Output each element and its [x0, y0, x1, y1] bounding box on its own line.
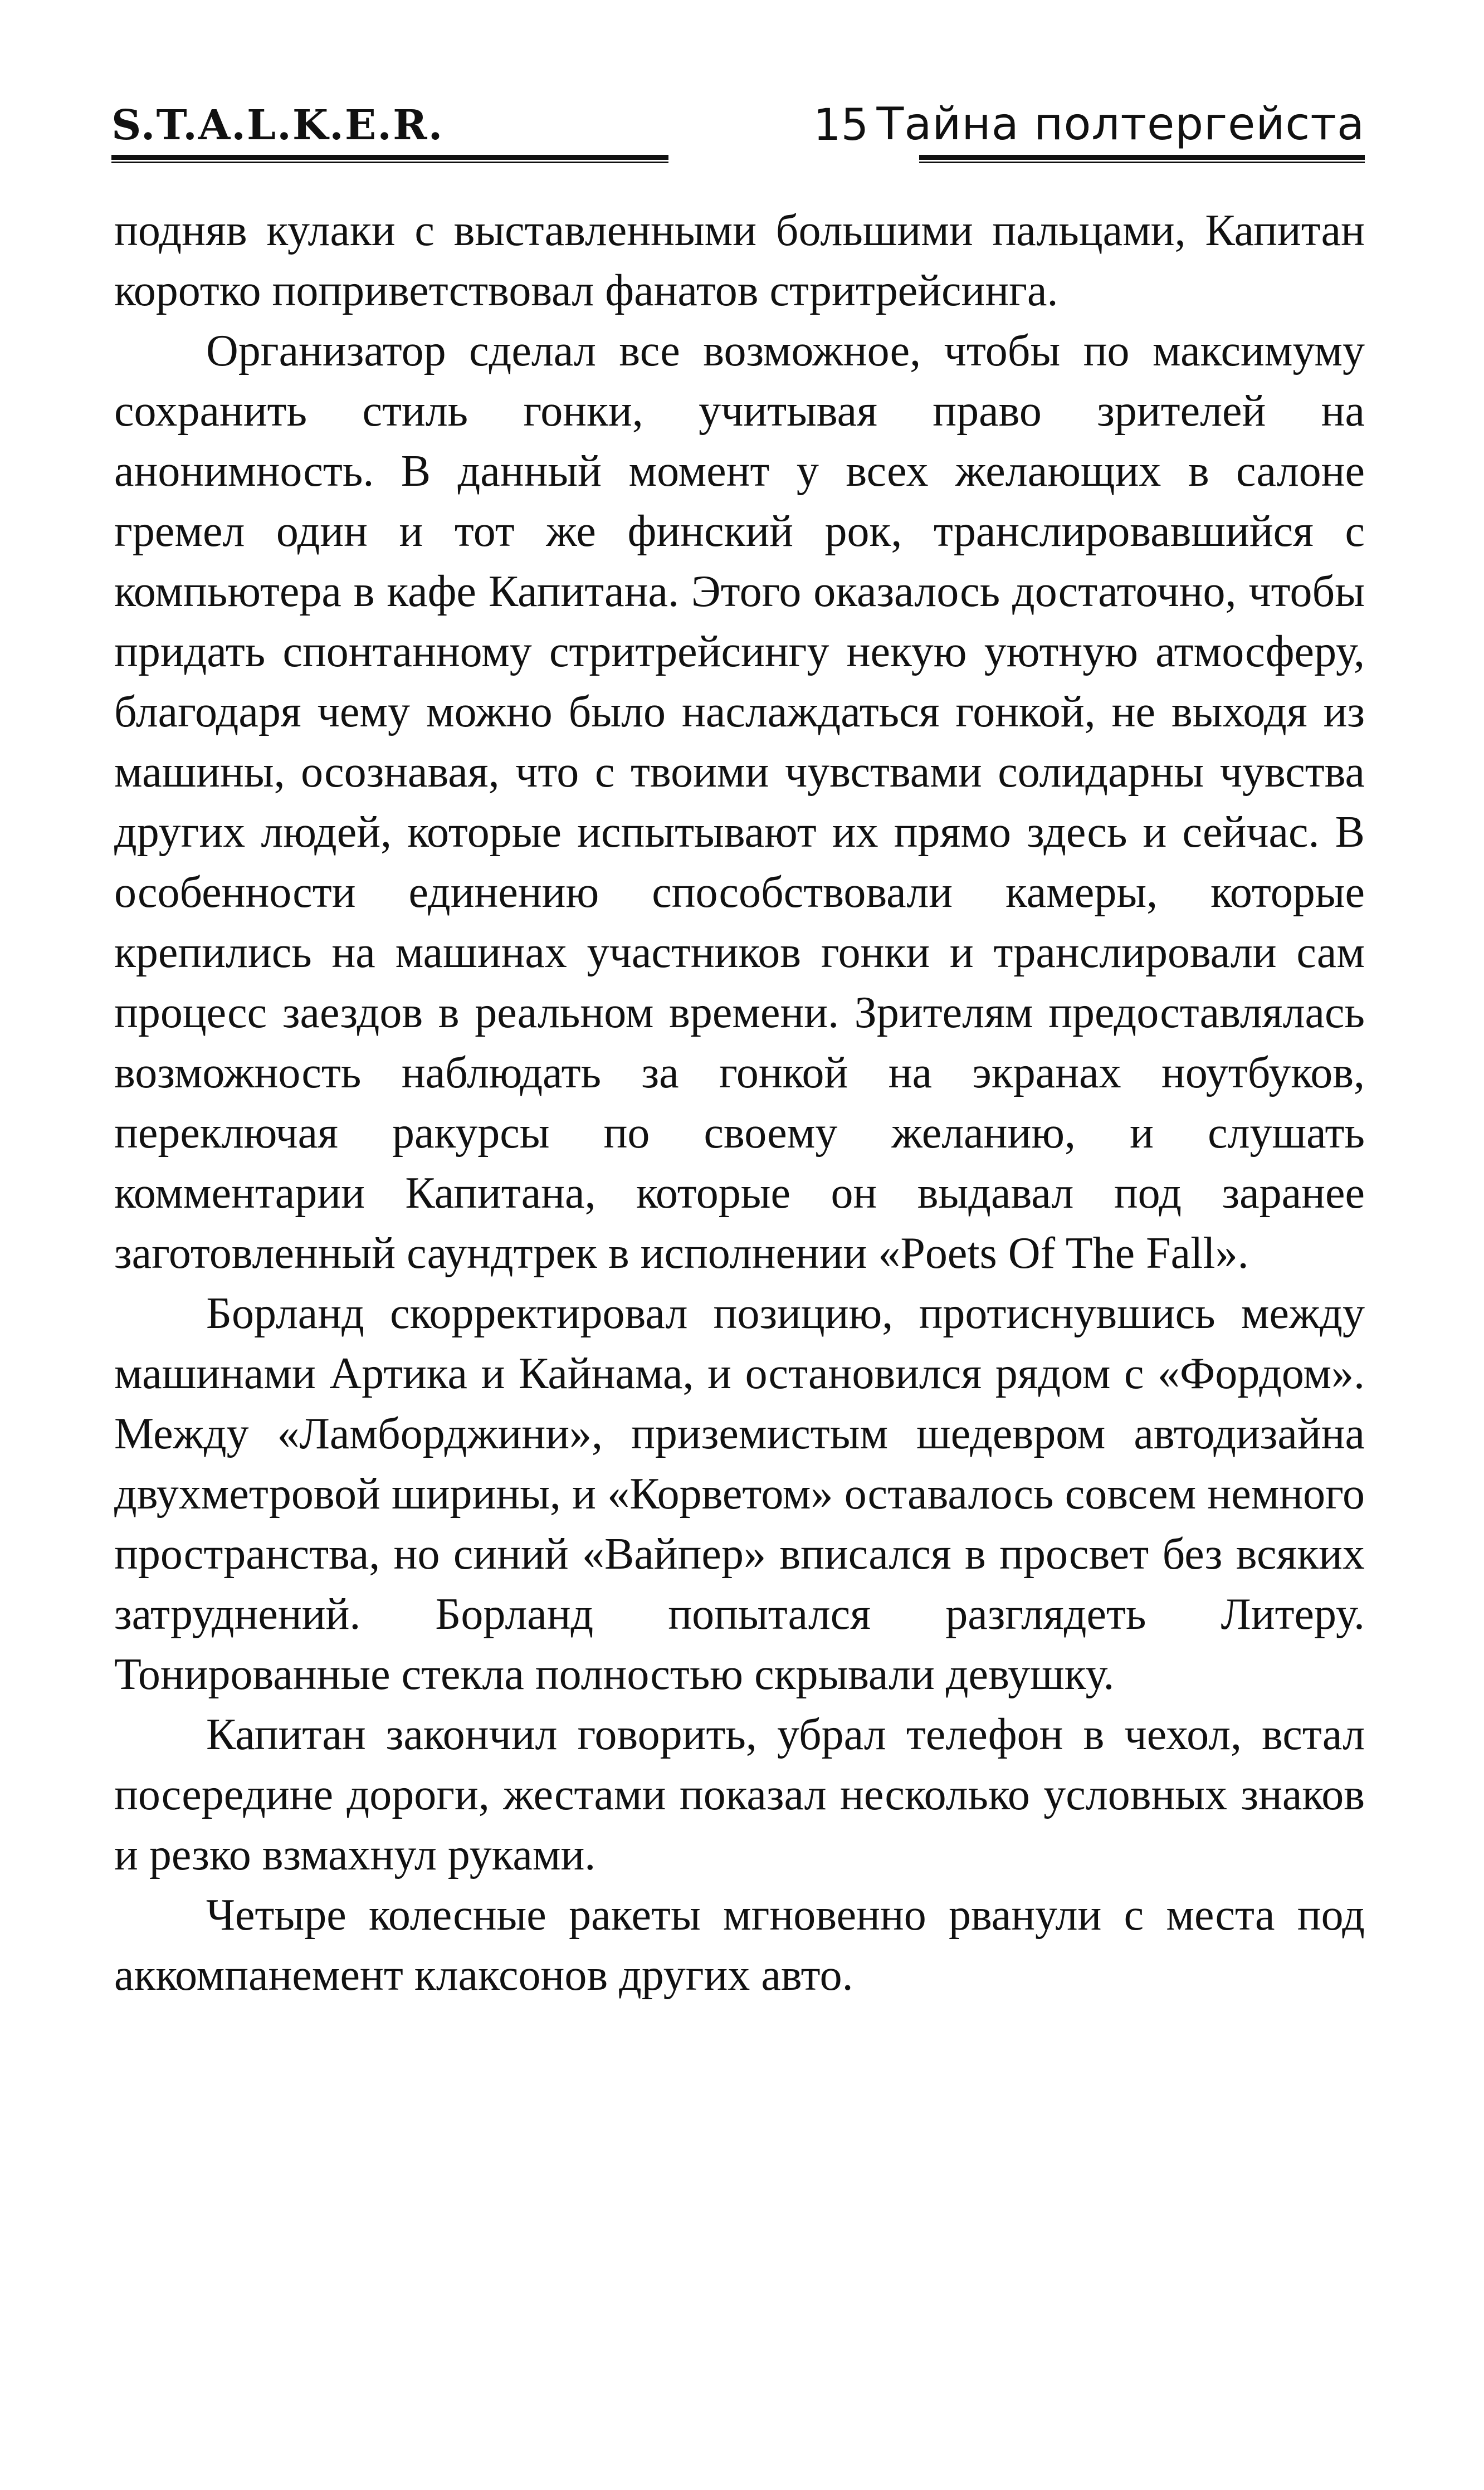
paragraph-4: Капитан закончил говорить, убрал телефон в чехол, встал посередине дороги, жестами показал несколько условных знаков и резко взмахнул руками.	[114, 1710, 1365, 1879]
body-text	[114, 201, 1365, 2005]
header-rule-right-thin	[919, 162, 1365, 163]
page-number: 15	[813, 100, 869, 150]
header-rule-right	[919, 155, 1365, 160]
running-header	[111, 84, 1365, 167]
chapter-title: Тайна полтергейста	[876, 98, 1365, 150]
paragraph-3: Борланд скорректировал позицию, протиснувшись между машинами Артика и Кайнама, и остановился рядом с «Фордом». Между «Ламборджини», приземистым шедевром автодизайна двухметровой ширины, и «Корветом» оставалось совсем немного пространства, но синий «Вайпер» вписался в просвет без всяких затруднений. Борланд попытался разглядеть Литеру. Тонированные стекла полностью скрывали девушку.	[114, 1289, 1365, 1699]
header-rule-left-thin	[111, 162, 668, 163]
paragraph-5: Четыре колесные ракеты мгновенно рванули с места под аккомпанемент клаксонов других авто.	[114, 1891, 1365, 2000]
series-title: S.T.A.L.K.E.R.	[111, 101, 444, 149]
header-rule-left	[111, 155, 668, 160]
paragraph-2: Организатор сделал все возможное, чтобы по максимуму сохранить стиль гонки, учитывая право зрителей на анонимность. В данный момент у всех желающих в салоне гремел один и тот же финский рок, транслировавшийся с компьютера в кафе Капитана. Этого оказалось достаточно, чтобы придать спонтанному стритрейсингу некую уютную атмосферу, благодаря чему можно было наслаждаться гонкой, не выходя из машины, осознавая, что с твоими чувствами солидарны чувства других людей, которые испытывают их прямо здесь и сейчас. В особенности единению способствовали камеры, которые крепились на машинах участников гонки и транслировали сам процесс заездов в реальном времени. Зрителям предоставлялась возможность наблюдать за гонкой на экранах ноутбуков, переключая ракурсы по своему желанию, и слушать комментарии Капитана, которые он выдавал под заранее заготовленный саундтрек в исполнении «Poets Of The Fall».	[114, 326, 1365, 1278]
paragraph-1: подняв кулаки с выставленными большими пальцами, Капитан коротко поприветствовал фанатов стритрейсинга.	[114, 206, 1365, 315]
